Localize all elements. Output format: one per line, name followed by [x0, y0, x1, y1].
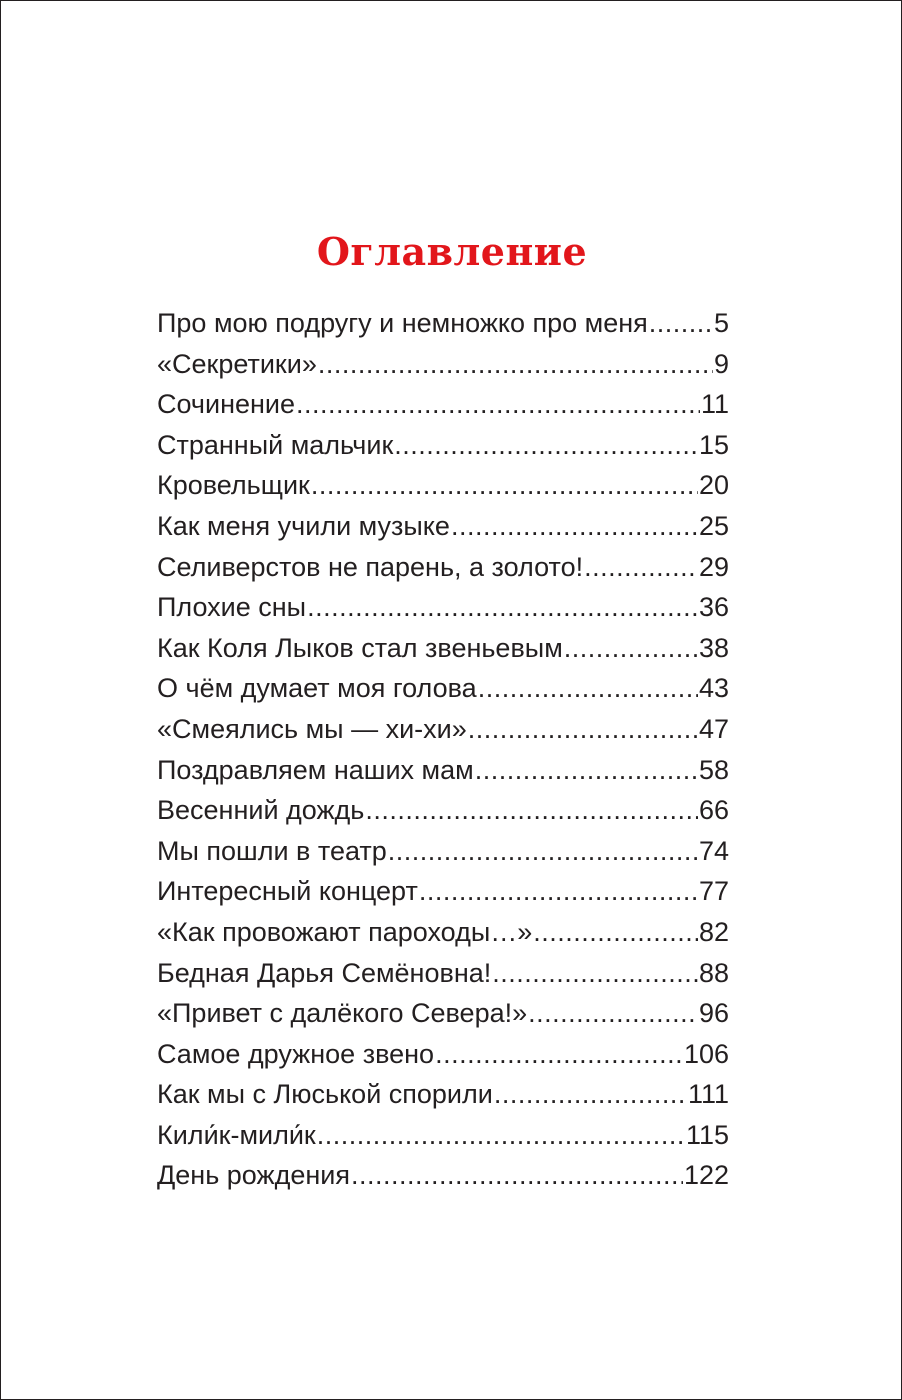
toc-entry-page: 122	[683, 1160, 729, 1191]
toc-entry	[157, 953, 729, 994]
page-title: Оглавление	[316, 229, 588, 274]
dot-leader	[478, 668, 698, 708]
toc-entry	[157, 750, 729, 791]
toc-entry-title: Как мы с Люськой спорили	[157, 1079, 493, 1110]
toc-entry	[157, 790, 729, 831]
toc-entry-title: «Как провожают пароходы…»	[157, 916, 533, 947]
toc-entry-title: Интересный концерт	[157, 876, 418, 907]
toc-entry-page: 66	[698, 795, 729, 826]
toc-entry	[157, 871, 729, 912]
toc-entry-title: Весенний дождь	[157, 795, 365, 826]
toc-entry	[157, 425, 729, 466]
toc-entry-title: «Секретики»	[157, 348, 317, 379]
dot-leader	[318, 344, 713, 384]
toc-entry-title: Кили́к-мили́к	[157, 1119, 316, 1150]
toc-entry-page: 9	[713, 348, 729, 379]
toc-entry-title: «Смеялись мы — хи-хи»	[157, 713, 467, 744]
toc-entry	[157, 344, 729, 385]
toc-entry-title: Бедная Дарья Семёновна!	[157, 957, 492, 988]
dot-leader	[388, 831, 698, 871]
toc-entry-title: Как меня учили музыке	[157, 510, 450, 541]
toc-entry-page: 111	[687, 1079, 729, 1110]
dot-leader	[317, 1115, 685, 1155]
toc-entry-page: 47	[698, 713, 729, 744]
toc-entry-title: День рождения	[157, 1160, 350, 1191]
dot-leader	[351, 1155, 683, 1195]
toc-entry	[157, 303, 729, 344]
toc-entry-page: 115	[685, 1119, 729, 1150]
dot-leader	[394, 425, 698, 465]
toc-entry-title: Странный мальчик	[157, 429, 394, 460]
dot-leader	[533, 912, 698, 952]
toc-entry	[157, 912, 729, 953]
toc-entry-title: Плохие сны	[157, 592, 307, 623]
dot-leader	[492, 953, 698, 993]
toc-entry	[157, 465, 729, 506]
toc-entry-page: 20	[698, 470, 729, 501]
toc-entry-page: 5	[713, 308, 729, 338]
toc-entry	[157, 668, 729, 709]
toc-entry-page: 36	[698, 592, 729, 623]
toc-entry	[157, 709, 729, 750]
dot-leader	[494, 1074, 687, 1114]
toc-entry	[157, 587, 729, 628]
toc-entry-page: 88	[698, 957, 729, 988]
dot-leader	[649, 303, 713, 343]
dot-leader	[419, 871, 698, 911]
toc-entry-title: Селиверстов не парень, а золото!	[157, 551, 584, 582]
toc-entry-title: Сочинение	[157, 389, 296, 420]
toc-entry-page: 15	[698, 429, 729, 460]
toc-entry	[157, 1155, 729, 1196]
toc-entry-page: 58	[698, 754, 729, 785]
toc-entry	[157, 1074, 729, 1115]
toc-entry-title: Как Коля Лыков стал звеньевым	[157, 632, 563, 663]
dot-leader	[435, 1034, 683, 1074]
toc-entry	[157, 993, 729, 1034]
toc-entry	[157, 628, 729, 669]
toc-entry	[157, 1034, 729, 1075]
toc-entry	[157, 506, 729, 547]
toc-entry	[157, 384, 729, 425]
toc-entry-title: Мы пошли в театр	[157, 835, 387, 866]
toc-entry	[157, 831, 729, 872]
dot-leader	[475, 750, 698, 790]
toc-entry-title: Поздравляем наших мам	[157, 754, 474, 785]
dot-leader	[468, 709, 698, 749]
toc-entry-page: 29	[698, 551, 729, 582]
toc-entry-title: Про мою подругу и немножко про меня	[157, 308, 648, 338]
toc-entry-page: 82	[698, 916, 729, 947]
table-of-contents	[157, 303, 729, 1196]
dot-leader	[451, 506, 698, 546]
dot-leader	[307, 587, 698, 627]
toc-entry-page: 11	[700, 389, 729, 420]
toc-entry-page: 96	[698, 998, 729, 1029]
toc-entry-page: 38	[698, 632, 729, 663]
toc-entry-page: 77	[698, 876, 729, 907]
toc-entry-title: «Привет с далёкого Севера!»	[157, 998, 528, 1029]
toc-entry-title: Кровельщик	[157, 470, 310, 501]
dot-leader	[584, 547, 698, 587]
toc-entry	[157, 547, 729, 588]
toc-entry-page: 74	[698, 835, 729, 866]
toc-entry	[157, 1115, 729, 1156]
toc-entry-page: 25	[698, 510, 729, 541]
toc-entry-page: 106	[683, 1038, 729, 1069]
toc-entry-page: 43	[698, 673, 729, 704]
dot-leader	[564, 628, 698, 668]
toc-entry-title: О чём думает моя голова	[157, 673, 477, 704]
dot-leader	[365, 790, 698, 830]
toc-entry-title: Самое дружное звено	[157, 1038, 435, 1069]
dot-leader	[296, 384, 700, 424]
dot-leader	[311, 465, 698, 505]
dot-leader	[528, 993, 698, 1033]
